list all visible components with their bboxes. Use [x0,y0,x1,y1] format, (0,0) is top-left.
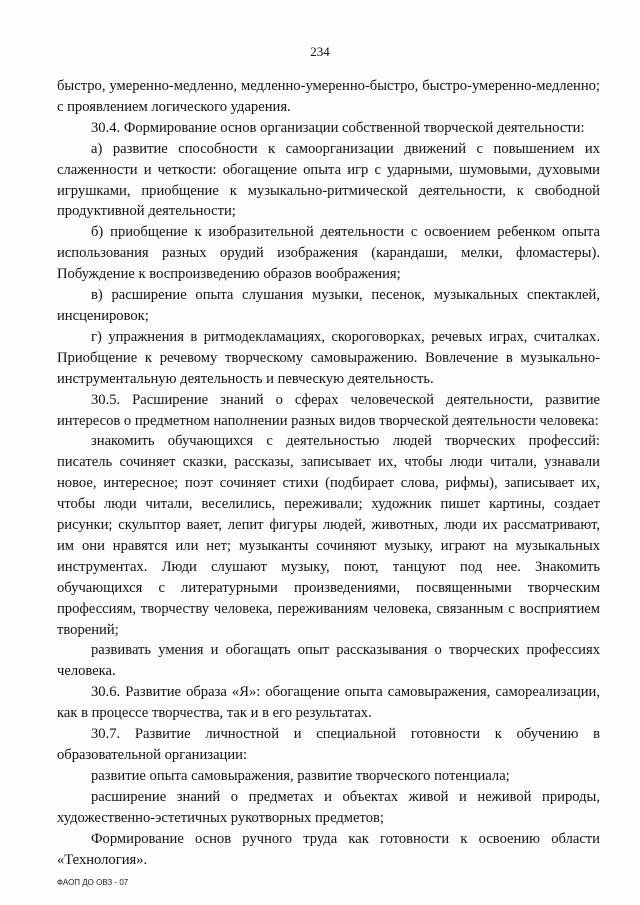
paragraph-30-4-g: г) упражнения в ритмодекламациях, скороговорках, речевых играх, считалках. Приобщение к речевому творческому самовыражению. Вовлечение в музыкально-инструментальную деятельность и певческую деятельность. [57,328,600,387]
document-body [57,76,600,870]
paragraph-30-4-b: б) приобщение к изобразительной деятельности с освоением ребенком опыта использования разных орудий изображения (карандаши, мелки, фломастеры). Побуждение к воспроизведению образов воображения; [57,224,600,283]
paragraph-30-7-nature-knowledge: расширение знаний о предметах и объектах живой и неживой природы, художественно-эстетичных рукотворных предметов; [57,788,600,826]
paragraph-30-4-heading: 30.4. Формирование основ организации собственной творческой деятельности: [91,119,585,136]
paragraph-30-4-a: а) развитие способности к самоорганизации движений с повышением их слаженности и четкости: обогащение опыта игр с ударными, шумовыми, духовыми игрушками, приобщение к музыкально-ритмической деятельности, к свободной продуктивной деятельности; [57,140,600,220]
paragraph-30-5-heading: 30.5. Расширение знаний о сферах человеческой деятельности, развитие интересов о предметном наполнении разных видов творческой деятельности человека: [57,391,600,429]
paragraph-30-4-v: в) расширение опыта слушания музыки, песенок, музыкальных спектаклей, инсценировок; [57,287,600,324]
paragraph-tempo-continuation: быстро, умеренно-медленно, медленно-умеренно-быстро, быстро-умеренно-медленно; с проявлением логического ударения. [57,78,600,115]
paragraph-30-5-professions: знакомить обучающихся с деятельностью людей творческих профессий: писатель сочиняет сказки, рассказы, записывает их, чтобы люди читали, узнавали новое, интересное; поэт сочиняет стихи (подбирает слова, рифмы), записывает их, чтобы люди читали, веселились, переживали; художник пишет картины, создает рисунки; скульптор ваяет, лепит фигуры людей, животных, люди их рассматривают, им они нравятся или нет; музыканты сочиняют музыку, играют на музыкальных инструментах. Люди слушают музыку, поют, танцуют под нее. Знакомить обучающихся с литературными произведениями, посвященными творческим профессиям, творчеству человека, переживаниям человека, связанным с восприятием творений; [57,433,600,638]
paragraph-30-7-self-expression: развитие опыта самовыражения, развитие творческого потенциала; [91,767,510,784]
paragraph-30-7-manual-labor: Формирование основ ручного труда как готовности к освоению области «Технология». [57,830,600,868]
paragraph-30-6: 30.6. Развитие образа «Я»: обогащение опыта самовыражения, самореализации, как в процессе творчества, так и в его результатах. [57,684,600,722]
page-number: 234 [310,44,330,59]
paragraph-30-5-storytelling: развивать умения и обогащать опыт рассказывания о творческих профессиях человека. [57,642,600,680]
paragraph-30-7-heading: 30.7. Развитие личностной и специальной готовности к обучению в образовательной организации: [57,726,600,763]
footer-document-code: ФАОП ДО ОВЗ - 07 [57,878,129,887]
